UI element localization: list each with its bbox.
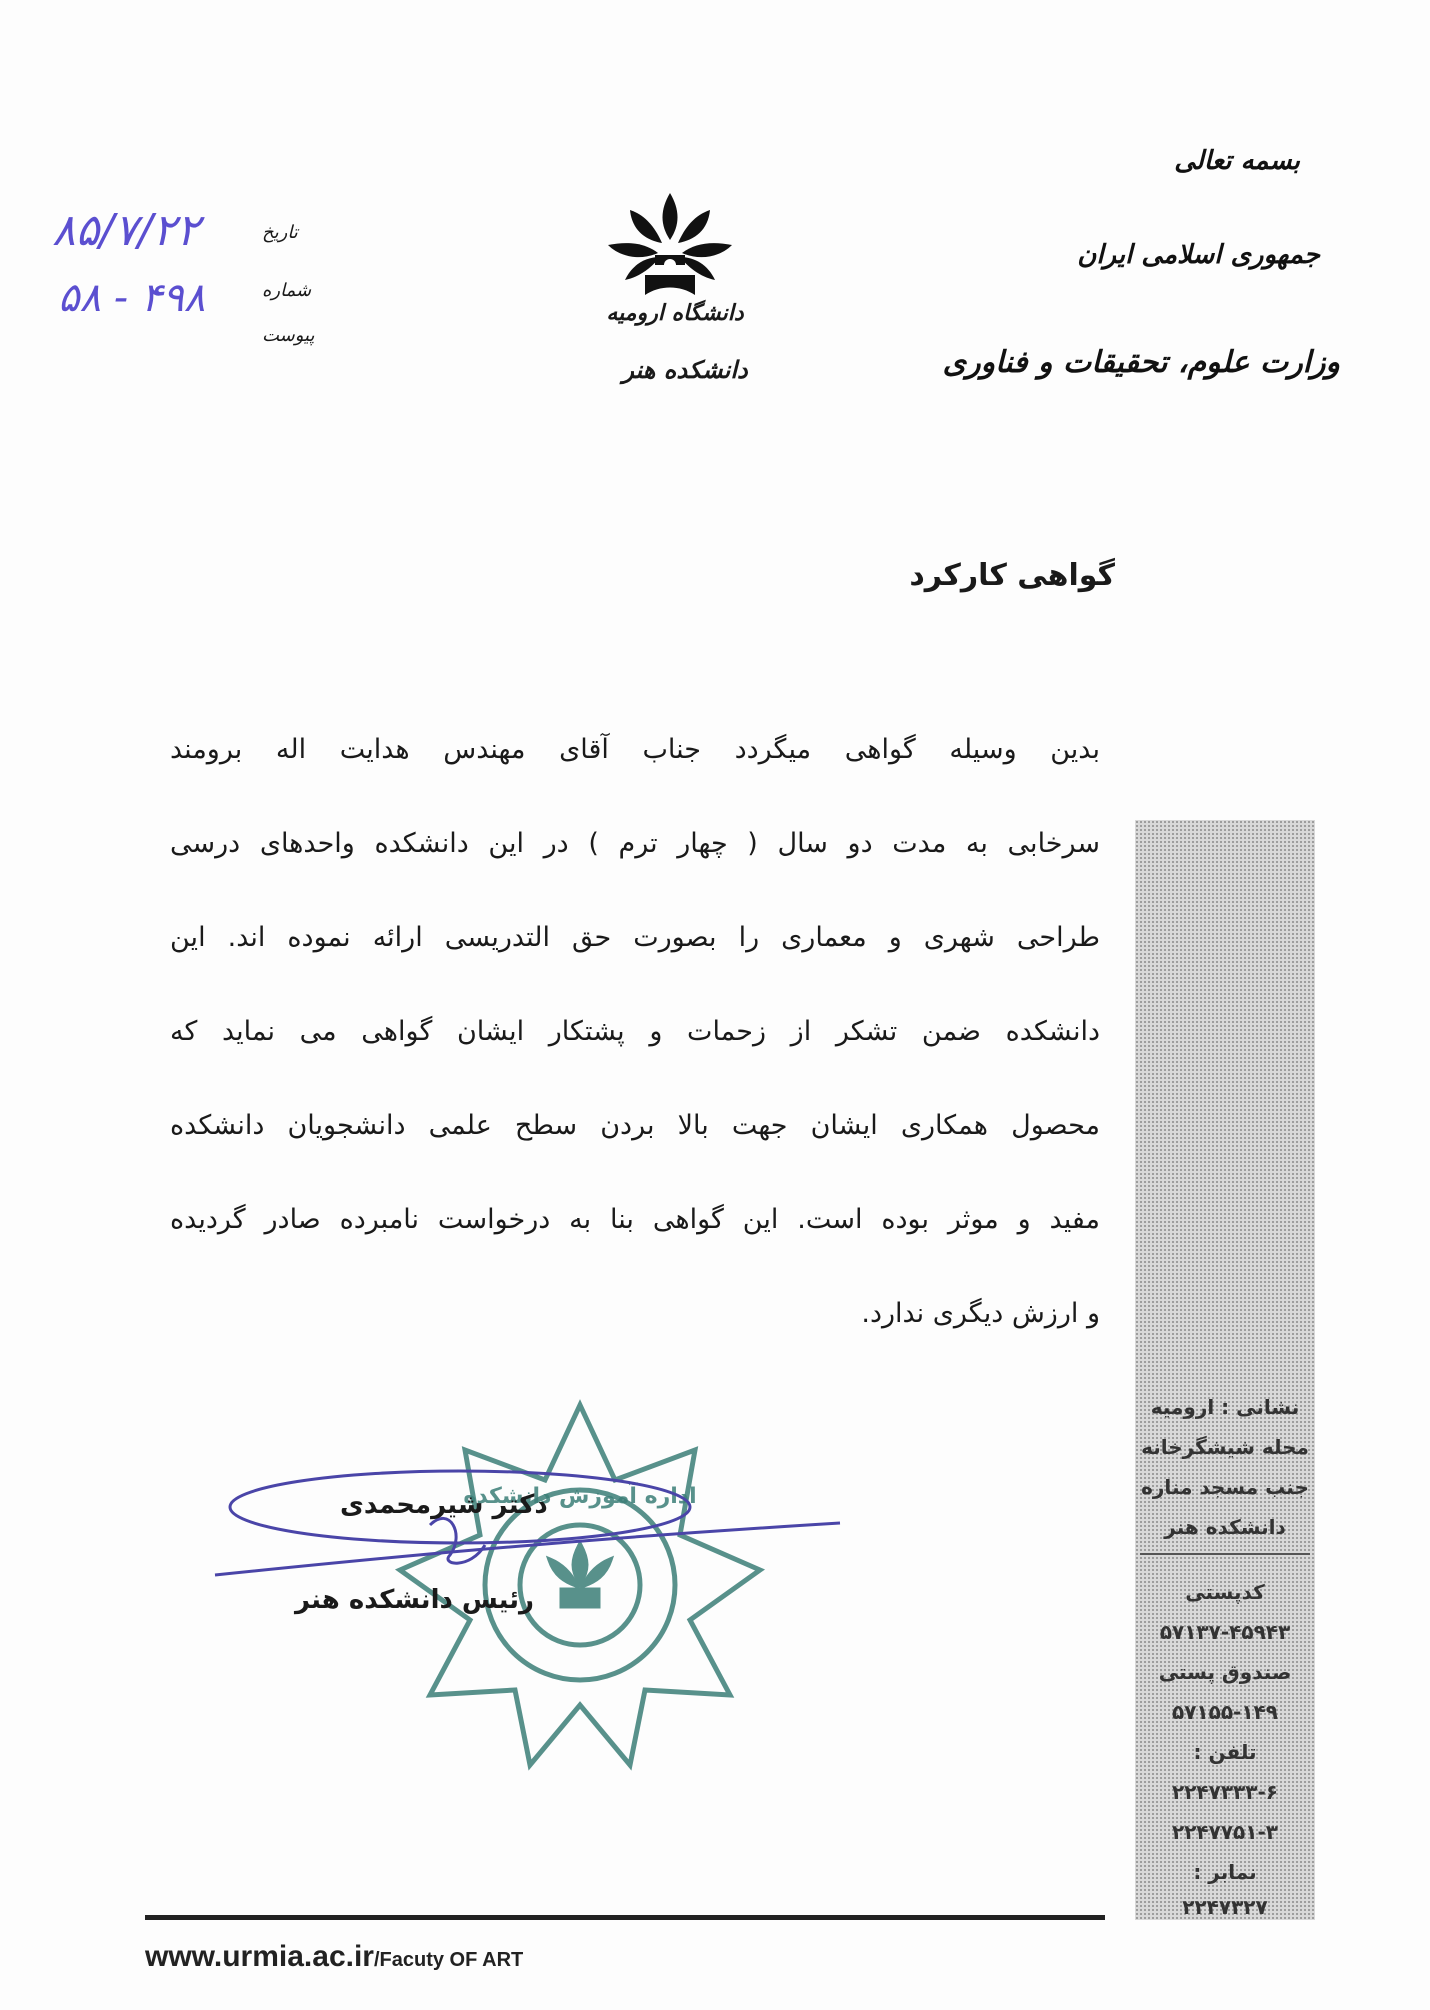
footer-website [145,1940,523,1974]
ministry-heading: وزارت علوم، تحقیقات و فناوری [942,345,1340,380]
body-line: بدین وسیله گواهی میگردد جناب آقای مهندس هدایت اله برومند [170,734,1100,765]
faculty-name: دانشکده هنر [622,355,748,384]
body-line: محصول همکاری ایشان جهت بالا بردن سطح علمی دانشجویان دانشکده [170,1110,1100,1141]
body-line: سرخابی به مدت دو سال ( چهار ترم ) در این دانشکده واحدهای درسی [170,828,1100,859]
sidebar-divider [1140,1553,1310,1555]
footer-url: www.urmia.ac.ir [145,1940,374,1973]
sidebar-address-line: محله شیشگرخانه [1141,1435,1309,1459]
sidebar-address-line: نشانی : ارومیه [1150,1395,1300,1419]
sidebar-contact-line: ۲۲۴۷۳۳۳-۶ [1172,1780,1278,1804]
signature-scribble [210,1465,850,1595]
date-label: تاریخ [262,222,298,243]
sidebar-address-line: جنب مسجد مناره [1141,1475,1309,1499]
bismillah-heading: بسمه تعالی [1174,146,1300,176]
body-line: طراحی شهری و معماری را بصورت حق التدریسی ارائه نموده اند. این [170,922,1100,953]
handwritten-number: ۵۸ - ۴۹۸ [58,275,206,321]
body-line: و ارزش دیگری ندارد. [861,1298,1100,1329]
country-heading: جمهوری اسلامی ایران [1077,240,1320,270]
sidebar-address-line: دانشکده هنر [1164,1515,1286,1539]
university-logo-icon [600,185,740,315]
university-name: دانشگاه ارومیه [606,300,744,326]
stamp-text: اداره آموزش دانشکده [463,1484,697,1509]
attachment-label: پیوست [262,325,315,346]
body-line: دانشکده ضمن تشکر از زحمات و پشتکار ایشان گواهی می نماید که [170,1016,1100,1047]
footer-suffix: /Facuty OF ART [373,1949,524,1971]
body-line: مفید و موثر بوده است. این گواهی بنا به درخواست نامبرده صادر گردیده [170,1204,1100,1235]
sidebar-contact-line: نمابر : [1193,1860,1257,1884]
sidebar-contact-line: ۵۷۱۵۵-۱۴۹ [1172,1700,1278,1724]
signatory-role: رئیس دانشکده هنر [295,1585,534,1615]
signatory-name: دکتر شیرمحمدی [340,1490,548,1520]
handwritten-date: ۸۵/۷/۲۲ [52,205,200,256]
sidebar-contact-line: تلفن : [1193,1740,1257,1764]
footer-divider [145,1915,1105,1920]
sidebar-contact-line: ۵۷۱۳۷-۴۵۹۴۳ [1159,1620,1291,1644]
sidebar-contact-line: ۲۲۴۷۷۵۱-۳ [1172,1820,1278,1844]
sidebar-contact-line: کدپستی [1185,1580,1265,1604]
certificate-title: گواهی کارکرد [909,558,1115,593]
sidebar-contact-line: صندوق پستی [1158,1660,1292,1684]
certificate-body [170,730,1100,1388]
number-label: شماره [262,280,312,301]
sidebar-contact-line: ۲۲۴۷۳۲۷ [1182,1895,1268,1919]
